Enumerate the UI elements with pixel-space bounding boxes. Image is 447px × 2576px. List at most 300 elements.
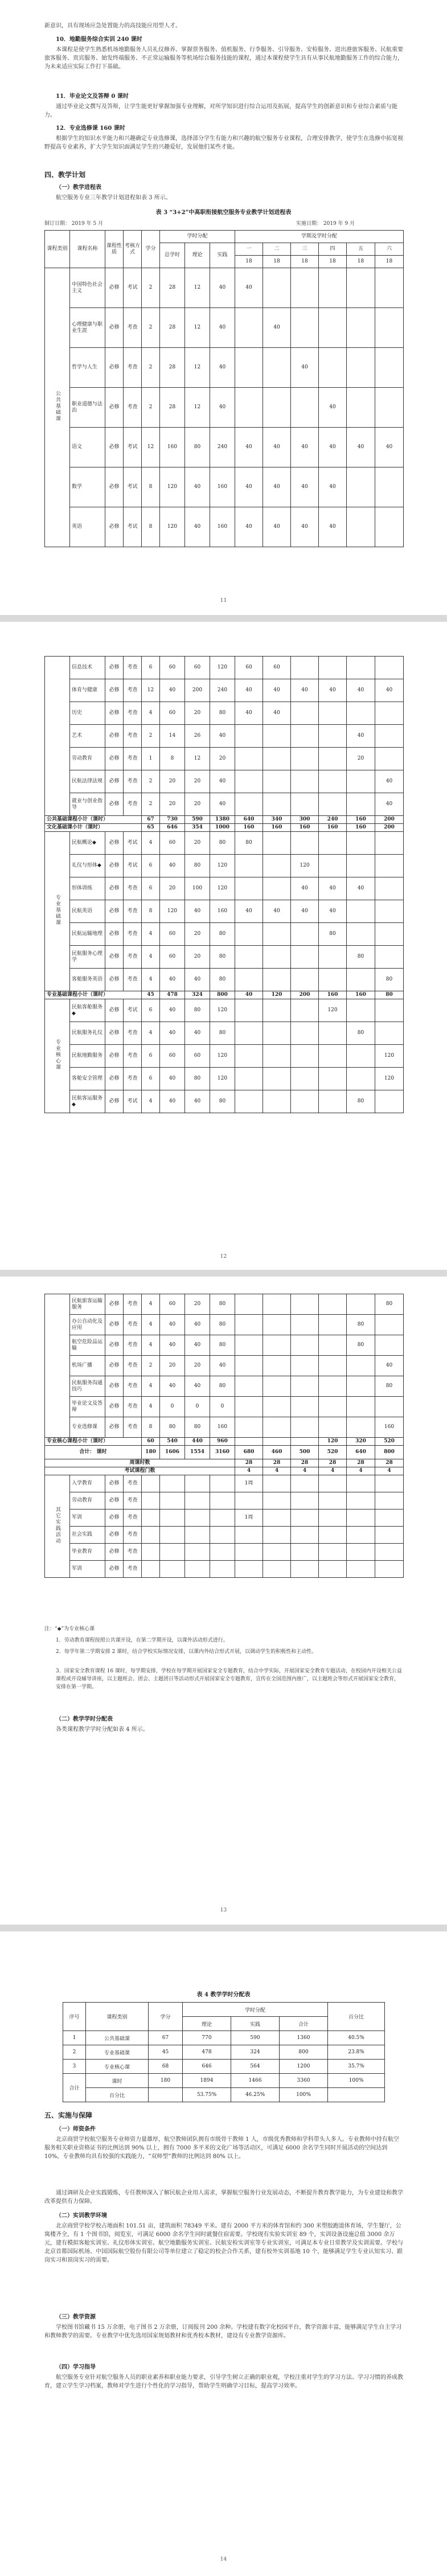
cell (210, 1509, 235, 1527)
table-row (45, 1561, 404, 1578)
cell: 60 (160, 1045, 185, 1068)
cell: 120 (160, 507, 185, 547)
cell: 考查 (124, 1335, 142, 1356)
cell: 必修 (105, 855, 124, 877)
cell: 40 (375, 428, 404, 467)
document-page-3 (0, 1277, 447, 1925)
cell: 60 (263, 657, 291, 679)
cell: 考查 (124, 1561, 142, 1578)
cell: 1894 (183, 2074, 231, 2088)
header-hours: 学时分配 (160, 231, 235, 243)
cell: 520 (375, 1438, 404, 1446)
cell: 120 (210, 657, 235, 679)
cell: 40 (160, 1315, 185, 1335)
cell: 40 (235, 679, 263, 702)
cell: 160 (375, 1417, 404, 1438)
cell: 考查 (124, 1294, 142, 1315)
cell: 必修 (105, 923, 124, 946)
cell: 80 (210, 832, 235, 855)
cell: 40 (185, 1335, 210, 1356)
cell: 3 (63, 2060, 86, 2074)
section-heading: （二）实训教学环境 (56, 2213, 107, 2219)
cell (319, 1397, 347, 1417)
cell (291, 1090, 319, 1113)
cell: 540 (160, 1438, 185, 1446)
cell (263, 1376, 291, 1397)
cell (263, 770, 291, 793)
cell: 必修 (105, 1509, 124, 1527)
cell: 2 (142, 308, 160, 348)
cell: 3360 (280, 2074, 328, 2088)
table-row (45, 946, 404, 969)
cell: 20 (185, 702, 210, 725)
cell: 80 (210, 1376, 235, 1397)
cell: 40 (263, 679, 291, 702)
cell: 4 (375, 1467, 404, 1475)
cell: 专业核心课 (86, 2060, 149, 2074)
cell: 4 (142, 1022, 160, 1045)
cell (291, 1397, 319, 1417)
cell: 564 (231, 2060, 280, 2074)
cell: 40 (160, 855, 185, 877)
cell: 460 (263, 1446, 291, 1459)
cell (263, 1438, 291, 1446)
cell (347, 1045, 375, 1068)
cell (235, 1022, 263, 1045)
cell (235, 348, 263, 388)
table-row (45, 1090, 404, 1113)
table-row (45, 467, 404, 507)
cell: 考试 (124, 268, 142, 308)
cell: 40 (160, 999, 185, 1022)
cell: 160 (160, 428, 185, 467)
cell: 60 (235, 657, 263, 679)
cell: 公共基础课 (86, 2031, 149, 2045)
cell: 40 (160, 1335, 185, 1356)
th-hours: 学时分配 (183, 2003, 328, 2017)
cell: 40 (291, 877, 319, 900)
cell: 1周 (235, 1509, 263, 1527)
cell: 考查 (124, 900, 142, 923)
cell (319, 770, 347, 793)
paragraph: 航空服务专业针对航空服务人员的职业素养和职业能力要求，引导学生树立正确的职业观，学校注重对学生的学习方法、学习习惯的养成教育，建立学生学习档案，教师对学生进行个性化的学习指导，帮助学生明确学习目标，提高学习效率。 (44, 2374, 403, 2389)
cell: 2 (63, 2045, 86, 2060)
cell: 2 (142, 388, 160, 428)
table-row (45, 1335, 404, 1356)
cell: 590 (185, 816, 210, 824)
weeks: 18 (375, 256, 404, 268)
cell: 40 (319, 679, 347, 702)
cell: 0 (185, 1397, 210, 1417)
cell (291, 702, 319, 725)
cell (291, 946, 319, 969)
cell: 0 (160, 1397, 185, 1417)
cell (347, 1397, 375, 1417)
cell: 必修 (105, 969, 124, 991)
cell (291, 969, 319, 991)
cell (291, 748, 319, 770)
subtotal-row (45, 991, 404, 999)
table-row (45, 388, 404, 428)
cell (319, 855, 347, 877)
cell: 4 (235, 1467, 263, 1475)
cell: 40 (263, 900, 291, 923)
hours-distribution-table (63, 2002, 385, 2102)
document-page-2 (0, 622, 447, 1270)
paragraph: 新意识，具有现场应急处置能力的高技能应用型人才。 (44, 23, 181, 29)
cell: 12 (142, 679, 160, 702)
cell: 40 (160, 1090, 185, 1113)
cell (319, 1356, 347, 1376)
cell: 28 (160, 308, 185, 348)
cell: 6 (142, 1045, 160, 1068)
cell: 考查 (124, 679, 142, 702)
cell (210, 1561, 235, 1578)
cell: 240 (210, 428, 235, 467)
cell (319, 1475, 347, 1492)
cell: 40 (291, 467, 319, 507)
cell (185, 1492, 210, 1509)
cell: 730 (160, 816, 185, 824)
cell: 40 (347, 679, 375, 702)
cell: 80 (210, 702, 235, 725)
table-row (45, 308, 404, 348)
cell (291, 1475, 319, 1492)
cell: 80 (210, 946, 235, 969)
cell (375, 855, 404, 877)
cell (235, 1527, 263, 1544)
paragraph: 根据学生的知识水平能力和兴趣确定专业选修课，选择部分学生有能力和兴趣的航空服务专业课程，合理安排教学，使学生在选修中拓宽视野提高专业素养，扩大学生知识面满足学生的兴趣爱好，发展他们某些才能。 (44, 136, 403, 150)
cell: 1466 (231, 2074, 280, 2088)
cell (263, 793, 291, 816)
cell: 80 (210, 1315, 235, 1335)
cell: 信息技术 (70, 657, 105, 679)
cell (375, 748, 404, 770)
cell (319, 832, 347, 855)
cell: 40 (185, 467, 210, 507)
cell: 40 (210, 268, 235, 308)
cell: 40 (235, 507, 263, 547)
cell (235, 725, 263, 748)
cell (160, 1509, 185, 1527)
cell: 考查 (124, 1045, 142, 1068)
cell: 必修 (105, 1492, 124, 1509)
cell (375, 1022, 404, 1045)
cell (347, 1561, 375, 1578)
th-theory: 理论 (183, 2017, 231, 2031)
cell: 20 (185, 923, 210, 946)
table-row (63, 2074, 385, 2088)
cell: 160 (347, 816, 375, 824)
cell: 考查 (124, 1417, 142, 1438)
cell: 4 (142, 1090, 160, 1113)
curriculum-table (44, 1294, 404, 1578)
cell: 120 (210, 1068, 235, 1090)
cell (142, 1509, 160, 1527)
cell (347, 1509, 375, 1527)
cell: 80 (185, 999, 210, 1022)
cell (235, 770, 263, 793)
cell: 40 (291, 900, 319, 923)
cell: 军训 (70, 1561, 105, 1578)
cell: 8 (142, 467, 160, 507)
cell: 40 (291, 507, 319, 547)
cell (347, 969, 375, 991)
cell: 40 (185, 1376, 210, 1397)
cell (263, 832, 291, 855)
cell: 28 (319, 1459, 347, 1467)
cell (319, 308, 347, 348)
paragraph: 通过毕业论文撰写及答辩，让学生能更好掌握加强专业理解，对所学知识进行综合运用及拓展，提高学生的创新意识和专业综合素质与能力。 (44, 104, 397, 118)
cell: 160 (235, 824, 263, 832)
cell (375, 725, 404, 748)
cell (319, 1561, 347, 1578)
cell (235, 877, 263, 900)
cell (375, 900, 404, 923)
cell (319, 725, 347, 748)
cell (291, 770, 319, 793)
cell: 40 (319, 428, 347, 467)
cell: 40 (235, 428, 263, 467)
cell: 客舱服务英语 (70, 969, 105, 991)
cell (347, 793, 375, 816)
cell: 478 (160, 991, 185, 999)
cell: 4 (142, 946, 160, 969)
table-row (45, 1492, 404, 1509)
cell (319, 1022, 347, 1045)
cell: 8 (160, 748, 185, 770)
cell (347, 1294, 375, 1315)
cell (347, 923, 375, 946)
cell: 礼仪与形体◆ (70, 855, 105, 877)
cell (375, 1527, 404, 1544)
cell: 0 (210, 1397, 235, 1417)
page-number: 12 (220, 1254, 227, 1260)
total-row (45, 1446, 404, 1459)
cell: 68 (149, 2060, 183, 2074)
header-terms: 学期及学时分配 (235, 231, 404, 243)
cell (319, 1544, 347, 1561)
cell: 考试 (124, 855, 142, 877)
cell: 考查 (124, 877, 142, 900)
cell: 1周 (235, 1475, 263, 1492)
cell: 80 (210, 923, 235, 946)
cell: 中国特色社会主义 (70, 268, 105, 308)
table-row (45, 268, 404, 308)
section-heading: 11．毕业论文及答辩 0 课时 (56, 93, 129, 100)
table-row (45, 793, 404, 816)
cell: 12 (185, 348, 210, 388)
cell: 40 (210, 308, 235, 348)
cell (263, 748, 291, 770)
cell (263, 1356, 291, 1376)
weeks: 18 (291, 256, 319, 268)
cell (319, 702, 347, 725)
cell: 就业与创业指导 (70, 793, 105, 816)
table-row (45, 679, 404, 702)
cell (263, 1294, 291, 1315)
cell: 20 (185, 1294, 210, 1315)
cell (263, 855, 291, 877)
cell (235, 1315, 263, 1335)
category-text: 专业核心课 (55, 1039, 60, 1070)
cell (142, 1527, 160, 1544)
cell: 800 (210, 991, 235, 999)
cell: 120 (210, 1045, 235, 1068)
cell (291, 832, 319, 855)
category-label (45, 999, 70, 1113)
cell (375, 1475, 404, 1492)
header-theory: 理论 (185, 243, 210, 268)
cell: 心理健康与职业生涯 (70, 308, 105, 348)
cell (347, 388, 375, 428)
cell (375, 702, 404, 725)
cell (263, 1090, 291, 1113)
table-row (45, 1397, 404, 1417)
cell (319, 969, 347, 991)
page-number: 14 (220, 2557, 227, 2562)
cell: 20 (185, 1356, 210, 1376)
table-row (45, 1068, 404, 1090)
cell (235, 1417, 263, 1438)
cell (235, 1376, 263, 1397)
cell (235, 999, 263, 1022)
cell: 60 (160, 702, 185, 725)
cell: 40 (235, 467, 263, 507)
cell (375, 1492, 404, 1509)
cell: 28 (160, 388, 185, 428)
cell: 民航地勤服务 (70, 1045, 105, 1068)
cell (235, 1492, 263, 1509)
cell: 2 (142, 348, 160, 388)
cell: 4 (142, 1315, 160, 1335)
cell (347, 999, 375, 1022)
table-row (45, 855, 404, 877)
section-heading: （一）师资条件 (56, 2126, 96, 2132)
cell (160, 1527, 185, 1544)
cell: 80 (319, 923, 347, 946)
cell: 考试 (124, 1090, 142, 1113)
cell (291, 793, 319, 816)
cell (263, 1509, 291, 1527)
table-row (45, 969, 404, 991)
cell (235, 1068, 263, 1090)
cell: 46.25% (231, 2088, 280, 2102)
term: 六 (375, 243, 404, 256)
cell: 160 (291, 824, 319, 832)
cell (375, 946, 404, 969)
cell (160, 1544, 185, 1561)
header-nature: 课程性质 (105, 231, 124, 268)
cell: 590 (231, 2031, 280, 2045)
cell (319, 1527, 347, 1544)
cell (347, 1356, 375, 1376)
cell (347, 770, 375, 793)
cell: 60 (185, 657, 210, 679)
cell: 6 (142, 657, 160, 679)
cell: 80 (375, 1376, 404, 1397)
cell: 必修 (105, 657, 124, 679)
cell: 160 (263, 824, 291, 832)
table-row (45, 1527, 404, 1544)
cell: 2 (142, 793, 160, 816)
cell: 80 (375, 1294, 404, 1315)
cell: 周课时数 (45, 1459, 235, 1467)
table-row (45, 1376, 404, 1397)
cell: 哲学与人生 (70, 348, 105, 388)
exam-count-row (45, 1467, 404, 1475)
cell (347, 1068, 375, 1090)
cell: 考试 (124, 467, 142, 507)
cell (142, 1492, 160, 1509)
cell (291, 1376, 319, 1397)
cell: 必修 (105, 877, 124, 900)
term: 五 (347, 243, 375, 256)
category-label (45, 657, 70, 816)
cell: 必修 (105, 1315, 124, 1335)
cell: 必修 (105, 1527, 124, 1544)
cell (319, 748, 347, 770)
cell: 考试 (124, 507, 142, 547)
cell: 考查 (124, 725, 142, 748)
cell (291, 1438, 319, 1446)
cell: 考查 (124, 1022, 142, 1045)
cell (291, 1022, 319, 1045)
cell (319, 1294, 347, 1315)
subtotal-row (45, 1438, 404, 1446)
cell (263, 1315, 291, 1335)
cell: 100 (185, 877, 210, 900)
cell: 120 (210, 999, 235, 1022)
cell (291, 1335, 319, 1356)
cell: 120 (160, 467, 185, 507)
th-sum: 合计 (280, 2017, 328, 2031)
cell: 40 (375, 770, 404, 793)
cell (291, 1509, 319, 1527)
table-row (45, 1294, 404, 1315)
cell: 324 (231, 2045, 280, 2060)
cell (347, 348, 375, 388)
cell: 40 (375, 679, 404, 702)
section-heading: 12．专业选修课 160 课时 (56, 125, 125, 132)
cell: 航空危险品运输 (70, 1335, 105, 1356)
cell: 80 (185, 428, 210, 467)
cell: 800 (375, 1446, 404, 1459)
cell: 社会实践 (70, 1527, 105, 1544)
cell: 必修 (105, 1022, 124, 1045)
category-text: 公共基础课 (55, 391, 60, 422)
cell: 12 (185, 388, 210, 428)
cell: 60 (185, 1045, 210, 1068)
cell (263, 877, 291, 900)
cell (185, 1475, 210, 1492)
cell (319, 348, 347, 388)
cell: 6 (142, 999, 160, 1022)
category-label (45, 832, 70, 991)
cell: 120 (291, 855, 319, 877)
cell: 120 (263, 991, 291, 999)
cell: 2 (142, 770, 160, 793)
cell: 240 (319, 816, 347, 824)
cell: 4 (142, 969, 160, 991)
cell: 120 (319, 999, 347, 1022)
cell (291, 725, 319, 748)
term: 三 (291, 243, 319, 256)
cell: 160 (210, 507, 235, 547)
cell: 67 (149, 2031, 183, 2045)
cell: 20 (347, 748, 375, 770)
cell: 4 (142, 1335, 160, 1356)
